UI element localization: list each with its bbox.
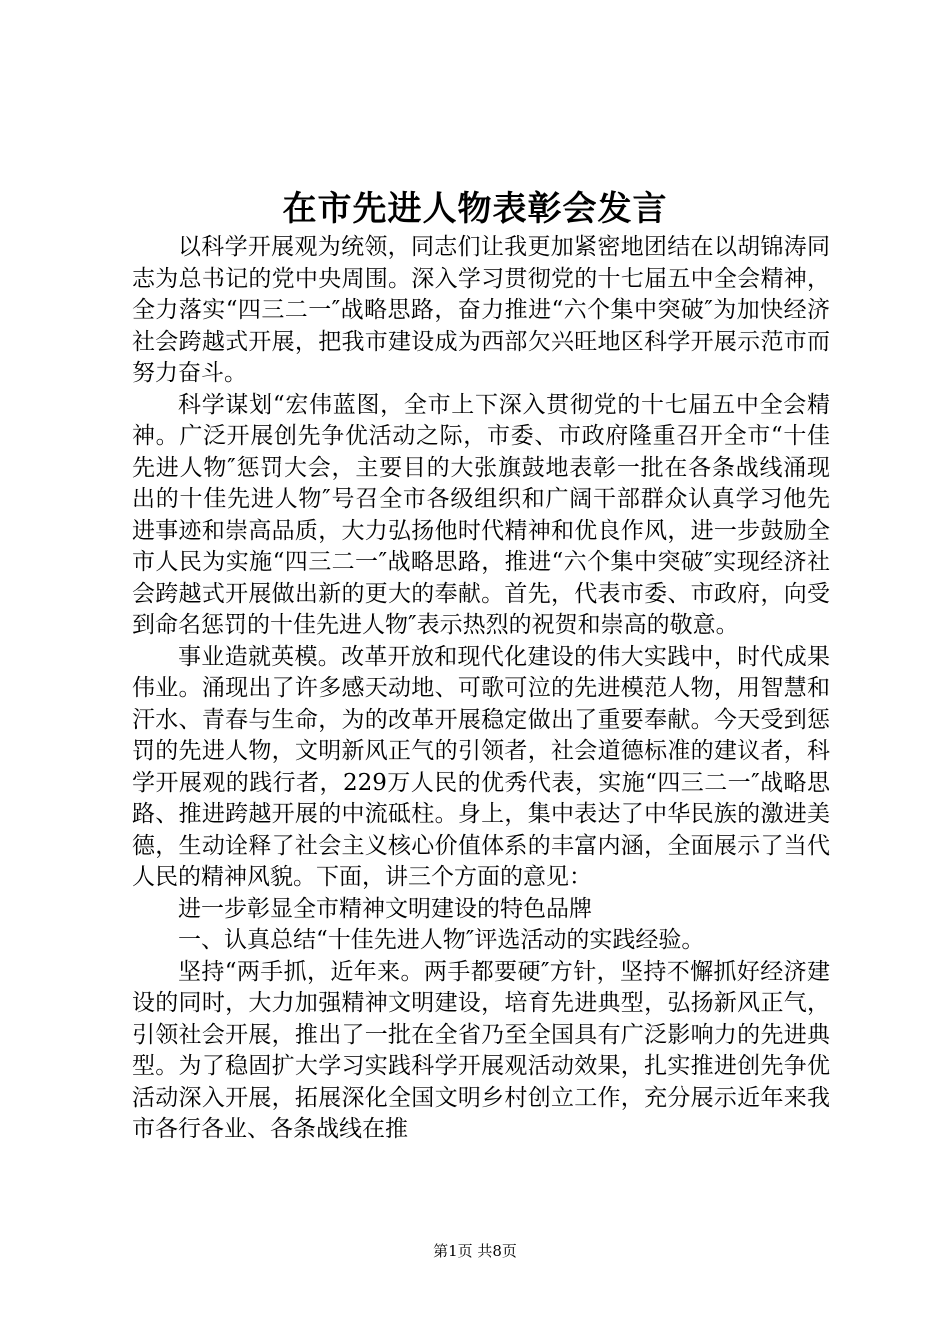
paragraph-1: 以科学开展观为统领，同志们让我更加紧密地团结在以胡锦涛同志为总书记的党中央周围。深入学习贯彻党的十七届五中全会精神，全力落实“四三二一″战略思路，奋力推进“六个集中突破″为加快经济社会跨越式开展，把我市建设成为西部欠兴旺地区科学开展示范市而努力奋斗。: [132, 234, 830, 386]
paragraph-6: 坚持“两手抓，近年来。两手都要硬″方针，坚持不懈抓好经济建设的同时，大力加强精神文明建设，培育先进典型，弘扬新风正气，引领社会开展，推出了一批在全省乃至全国具有广泛影响力的先进典型。为了稳固扩大学习实践科学开展观活动效果，扎实推进创先争优活动深入开展，拓展深化全国文明乡村创立工作，充分展示近年来我市各行各业、各条战线在推: [132, 958, 830, 1142]
document-body: [132, 232, 830, 1146]
document-title: 在市先进人物表彰会发言: [282, 189, 668, 229]
paragraph-5: 一、认真总结“十佳先进人物″评选活动的实践经验。: [178, 927, 705, 953]
paragraph-3: 事业造就英模。改革开放和现代化建设的伟大实践中，时代成果伟业。涌现出了许多感天动地、可歌可泣的先进模范人物，用智慧和汗水、青春与生命，为的改革开展稳定做出了重要奉献。今天受到惩罚的先进人物，文明新风正气的引领者，社会道德标准的建议者，科学开展观的践行者，229万人民的优秀代表，实施“四三二一″战略思路、推进跨越开展的中流砥柱。身上，集中表达了中华民族的激进美德，生动诠释了社会主义核心价值体系的丰富内涵，全面展示了当代人民的精神风貌。下面，讲三个方面的意见：: [132, 643, 830, 890]
paragraph-4: 进一步彰显全市精神文明建设的特色品牌: [178, 895, 592, 922]
page-footer: 第1页 共8页: [433, 1242, 517, 1260]
paragraph-2: 科学谋划“宏伟蓝图，全市上下深入贯彻党的十七届五中全会精神。广泛开展创先争优活动之际，市委、市政府隆重召开全市“十佳先进人物″惩罚大会，主要目的大张旗鼓地表彰一批在各条战线涌现出的十佳先进人物″号召全市各级组织和广阔干部群众认真学习他先进事迹和崇高品质，大力弘扬他时代精神和优良作风，进一步鼓励全市人民为实施“四三二一″战略思路，推进“六个集中突破″实现经济社会跨越式开展做出新的更大的奉献。首先，代表市委、市政府，向受到命名惩罚的十佳先进人物″表示热烈的祝贺和崇高的敬意。: [132, 391, 830, 638]
